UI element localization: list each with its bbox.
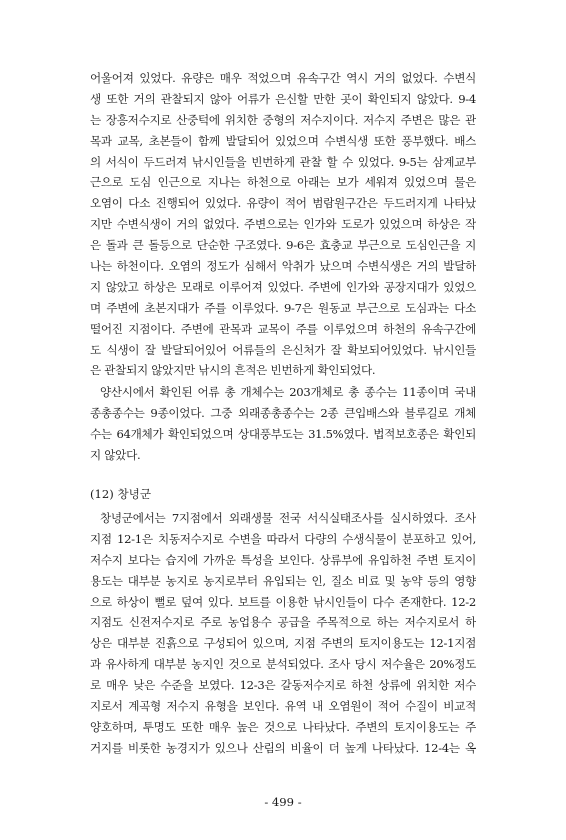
text-line: 종총종수는 9종이었다. 그중 외래종총종수는 2종 큰입배스와 블루길로 개체 [90, 405, 476, 420]
paragraph-changnyeong [90, 508, 476, 759]
text-line: 며 주변에 초본지대가 주를 이루었다. 9-7은 원동교 부근으로 도심과는 다소 [90, 300, 476, 315]
text-line: 양호하며, 투명도 또한 매우 높은 것으로 나타났다. 주변의 토지이용도는 주 [90, 719, 476, 734]
text-line: 지만 수변식생이 거의 없었다. 주변으로는 인가와 도로가 있었으며 하상은 작 [90, 217, 476, 232]
paragraph-yangsan-summary [90, 382, 476, 466]
text-line: 오염이 다소 진행되어 있었다. 유량이 적어 범람원구간은 두드러지게 나타났 [90, 196, 476, 211]
text-line: 은 관찰되지 않았지만 낚시의 흔적은 빈번하게 확인되었다. [90, 363, 376, 378]
text-line: 은 돌과 큰 돌등으로 단순한 구조였다. 9-6은 효충교 부근으로 도심인근을 지 [90, 238, 476, 253]
text-line: 어울어져 있었다. 유량은 매우 적었으며 유속구간 역시 거의 없었다. 수변식 [90, 71, 476, 85]
text-line: 나는 하천이다. 오염의 정도가 심해서 악취가 났으며 수변식생은 거의 발달하 [90, 259, 476, 274]
section-heading: (12) 창녕군 [90, 487, 152, 501]
text-line: 저수지 보다는 습지에 가까운 특성을 보인다. 상류부에 유입하천 주변 토지이 [90, 552, 476, 567]
text-line: 근으로 도심 인근으로 지나는 하천으로 아래는 보가 세워져 있었으며 물은 [90, 175, 476, 190]
text-line: 지 않았다. [90, 447, 141, 462]
text-line: 용도는 대부분 농지로 농지로부터 유입되는 인, 질소 비료 및 농약 등의 영향 [90, 573, 476, 588]
text-line: 생 또한 거의 관찰되지 않아 어류가 은신할 만한 곳이 확인되지 않았다. 9-4 [90, 91, 476, 106]
text-line: 도 식생이 잘 발달되어있어 어류들의 은신처가 잘 확보되어있었다. 낚시인들 [90, 342, 476, 357]
text-line: 목과 교목, 초본들이 함께 발달되어 있었으며 수변식생 또한 풍부했다. 배스 [90, 133, 476, 148]
text-line: 과 유사하게 대부분 농지인 것으로 분석되었다. 조사 당시 저수율은 20%정도 [90, 657, 476, 672]
text-line: 지점 12-1은 치동저수지로 수변을 따라서 다량의 수생식물이 분포하고 있어, [90, 531, 476, 546]
text-line: 창녕군에서는 7지점에서 외래생물 전국 서식실태조사를 실시하였다. 조사 [100, 511, 476, 525]
text-line: 양산시에서 확인된 어류 총 개체수는 203개체로 총 종수는 11종이며 국내 [100, 385, 476, 399]
text-line: 지로서 계곡형 저수지 유형을 보인다. 유역 내 오염원이 적어 수질이 비교적 [90, 699, 476, 714]
text-line: 지점도 신전저수지로 주로 농업용수 공급을 주목적으로 하는 저수지로서 하 [90, 615, 476, 630]
text-line: 로 매우 낮은 수준을 보였다. 12-3은 갈동저수지로 하천 상류에 위치한 저수 [90, 678, 476, 693]
text-line: 떨어진 지점이다. 주변에 관목과 교목이 주를 이루었으며 하천의 유속구간에 [90, 321, 476, 336]
text-line: 수는 64개체가 확인되었으며 상대풍부도는 31.5%였다. 법적보호종은 확인되 [90, 426, 476, 441]
text-line: 지 않았고 하상은 모래로 이루어져 있었다. 주변에 인가와 공장지대가 있었으 [90, 279, 476, 294]
text-line: 으로 하상이 뻘로 덮여 있다. 보트를 이용한 낚시인들이 다수 존재한다. 12-2 [90, 594, 476, 609]
text-line: 의 서식이 두드러져 낚시인들을 빈번하게 관찰 할 수 있었다. 9-5는 삼계교부 [90, 154, 476, 169]
text-line: 거지를 비롯한 농경지가 있으나 산림의 비율이 더 높게 나타났다. 12-4는 옥 [90, 740, 476, 755]
page-number: - 499 - [264, 795, 302, 809]
text-line: 상은 대부분 진흙으로 구성되어 있으며, 지점 주변의 토지이용도는 12-1지점 [90, 636, 476, 651]
paragraph-yangsan-sites [90, 68, 476, 381]
text-line: 는 장흥저수지로 산중턱에 위치한 중형의 저수지이다. 저수지 주변은 많은 관 [90, 112, 476, 127]
